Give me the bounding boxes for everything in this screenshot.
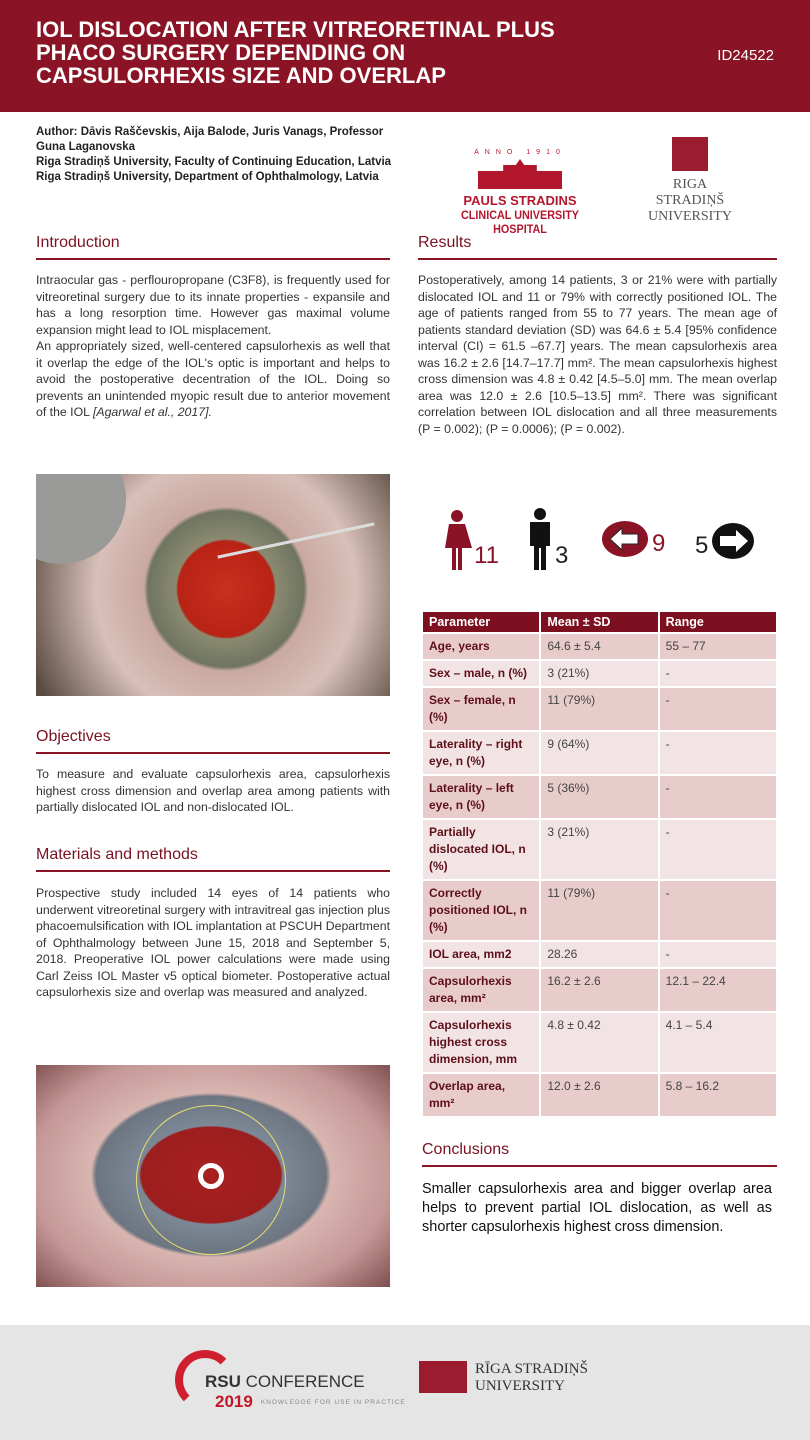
range-cell: 5.8 – 16.2 xyxy=(660,1074,776,1116)
mean-sd-cell: 11 (79%) xyxy=(541,688,657,730)
table-row xyxy=(423,820,776,879)
arrow-left-icon xyxy=(602,520,648,558)
surgery-photo xyxy=(36,474,390,696)
hospital-founding-year: ANNO 1910 xyxy=(474,149,566,156)
parameter-cell: Laterality – left eye, n (%) xyxy=(423,776,539,818)
parameter-cell: Partially dislocated IOL, n (%) xyxy=(423,820,539,879)
objectives-heading: Objectives xyxy=(36,728,390,754)
results-heading: Results xyxy=(418,234,777,260)
male-icon xyxy=(525,508,555,570)
methods-text: Prospective study included 14 eyes of 14 patients who underwent vitreoretinal surgery with intravitreal gas injection plus phacoemulsification with IOL implantation at PSCUH Department of Ophthalmology between June 15, 2018 and September 5, 2018. Preoperative IOL power calculations were made using Carl Zeiss IOL Master v5 optical biometer. Postoperative actual capsulorhexis size and overlap was measured and analyzed. xyxy=(36,886,390,999)
table-row xyxy=(423,969,776,1011)
mean-sd-cell: 3 (21%) xyxy=(541,820,657,879)
rsu-emblem-icon xyxy=(672,137,708,171)
range-cell: - xyxy=(660,776,776,818)
parameter-cell: Age, years xyxy=(423,634,539,659)
footer xyxy=(0,1325,810,1440)
parameter-cell: Overlap area, mm² xyxy=(423,1074,539,1116)
authors: Author: Dāvis Raščevskis, Aija Balode, Juris Vanags, Professor Guna Laganovska xyxy=(36,126,384,153)
parameter-cell: Laterality – right eye, n (%) xyxy=(423,732,539,774)
results-table xyxy=(421,610,778,1118)
hospital-logo: ANNO 1910 PAULS STRADINS CLINICAL UNIVERSITY HOSPITAL xyxy=(425,148,615,236)
capsulorhexis-measurement-photo xyxy=(36,1065,390,1287)
conclusions-text: Smaller capsulorhexis area and bigger overlap area helps to prevent partial IOL dislocation, as well as shorter capsulorhexis highest cross dimension. xyxy=(422,1181,772,1235)
parameter-cell: Sex – male, n (%) xyxy=(423,661,539,686)
affiliation-1: Riga Stradiņš University, Faculty of Continuing Education, Latvia xyxy=(36,156,392,168)
mean-sd-cell: 28.26 xyxy=(541,942,657,967)
conference-name: RSU CONFERENCE xyxy=(205,1372,365,1391)
parameter-cell: Correctly positioned IOL, n (%) xyxy=(423,881,539,940)
hospital-building-icon xyxy=(478,159,562,189)
conference-year: 2019 xyxy=(215,1392,253,1411)
mean-sd-cell: 4.8 ± 0.42 xyxy=(541,1013,657,1072)
female-icon xyxy=(440,510,474,570)
table-row xyxy=(423,776,776,818)
range-cell: - xyxy=(660,732,776,774)
methods-heading: Materials and methods xyxy=(36,846,390,872)
column-header: Range xyxy=(660,612,776,632)
parameter-cell: IOL area, mm2 xyxy=(423,942,539,967)
table-row xyxy=(423,1013,776,1072)
rsu-footer-name: RĪGA STRADIŅŠ UNIVERSITY xyxy=(475,1361,588,1394)
range-cell: 55 – 77 xyxy=(660,634,776,659)
table-row xyxy=(423,881,776,940)
range-cell: - xyxy=(660,661,776,686)
table-row xyxy=(423,661,776,686)
citation: [Agarwal et al., 2017]. xyxy=(92,405,212,419)
range-cell: - xyxy=(660,942,776,967)
objectives-text: To measure and evaluate capsulorhexis area, capsulorhexis highest cross dimension and overlap area among patients with partially dislocated IOL and non-dislocated IOL. xyxy=(36,767,390,814)
rsu-logo: RIGA STRADIŅŠ UNIVERSITY xyxy=(640,137,740,225)
column-header: Mean ± SD xyxy=(541,612,657,632)
affiliation-2: Riga Stradiņš University, Department of Ophthalmology, Latvia xyxy=(36,171,379,183)
poster-title: IOL DISLOCATION AFTER VITREORETINAL PLUS PHACO SURGERY DEPENDING ON CAPSULORHEXIS SIZE AND OVERLAP xyxy=(36,17,555,88)
parameter-cell: Capsulorhexis highest cross dimension, mm xyxy=(423,1013,539,1072)
parameter-cell: Sex – female, n (%) xyxy=(423,688,539,730)
arrow-right-icon xyxy=(712,522,754,560)
range-cell: 12.1 – 22.4 xyxy=(660,969,776,1011)
mean-sd-cell: 11 (79%) xyxy=(541,881,657,940)
range-cell: - xyxy=(660,688,776,730)
conclusions-heading: Conclusions xyxy=(422,1141,777,1167)
female-count: 11 xyxy=(440,510,499,570)
table-row xyxy=(423,634,776,659)
mean-sd-cell: 9 (64%) xyxy=(541,732,657,774)
table-row xyxy=(423,1074,776,1116)
range-cell: 4.1 – 5.4 xyxy=(660,1013,776,1072)
table-row xyxy=(423,688,776,730)
table-row xyxy=(423,942,776,967)
introduction-text: Intraocular gas - perflouropropane (C3F8), is frequently used for vitreoretinal surgery due to its innate properties - expansile and has a long resorption time. However gas maximal volume expansion might lead to IOL misplacement. An appropriately sized, well-centered capsulorhexis as well that it overlap the edge of the IOL's optic is important and helps to avoid the postoperative decentration of the IOL. Doing so prevents an unintended myopic result due to anterior movement of the IOL [Agarwal et al., 2017]. xyxy=(36,273,390,419)
mean-sd-cell: 16.2 ± 2.6 xyxy=(541,969,657,1011)
introduction-heading: Introduction xyxy=(36,234,390,260)
poster-id: ID24522 xyxy=(717,47,774,64)
mean-sd-cell: 12.0 ± 2.6 xyxy=(541,1074,657,1116)
range-cell: - xyxy=(660,820,776,879)
column-header: Parameter xyxy=(423,612,539,632)
rsu-footer-emblem-icon xyxy=(419,1361,467,1393)
right-eye-count: 9 xyxy=(602,520,665,558)
conference-tagline: KNOWLEDGE FOR USE IN PRACTICE xyxy=(260,1398,406,1406)
parameter-cell: Capsulorhexis area, mm² xyxy=(423,969,539,1011)
mean-sd-cell: 64.6 ± 5.4 xyxy=(541,634,657,659)
range-cell: - xyxy=(660,881,776,940)
mean-sd-cell: 3 (21%) xyxy=(541,661,657,686)
authors-block xyxy=(36,125,396,185)
male-count: 3 xyxy=(525,510,568,570)
results-text: Postoperatively, among 14 patients, 3 or 21% were with partially dislocated IOL and 11 or 79% with correctly positioned IOL. The age of patients ranged from 55 to 77 years. The mean age of patients standard deviation (SD) was 64.6 ± 5.4 [95% confidence interval (CI) = 61.5 –67.7] years. The mean capsulorhexis area was 16.2 ± 2.6 [14.7–17.7] mm². The mean capsulorhexis highest cross dimension was 4.8 ± 0.42 [4.5–5.0] mm. The mean overlap area was 12.0 ± 2.6 [10.5–13.5] mm². There was significant correlation between IOL dislocation and all three measurements (P = 0.002); (P = 0.0006); (P = 0.002). xyxy=(418,273,777,436)
mean-sd-cell: 5 (36%) xyxy=(541,776,657,818)
left-eye-count: 5 xyxy=(695,522,754,560)
table-row xyxy=(423,732,776,774)
